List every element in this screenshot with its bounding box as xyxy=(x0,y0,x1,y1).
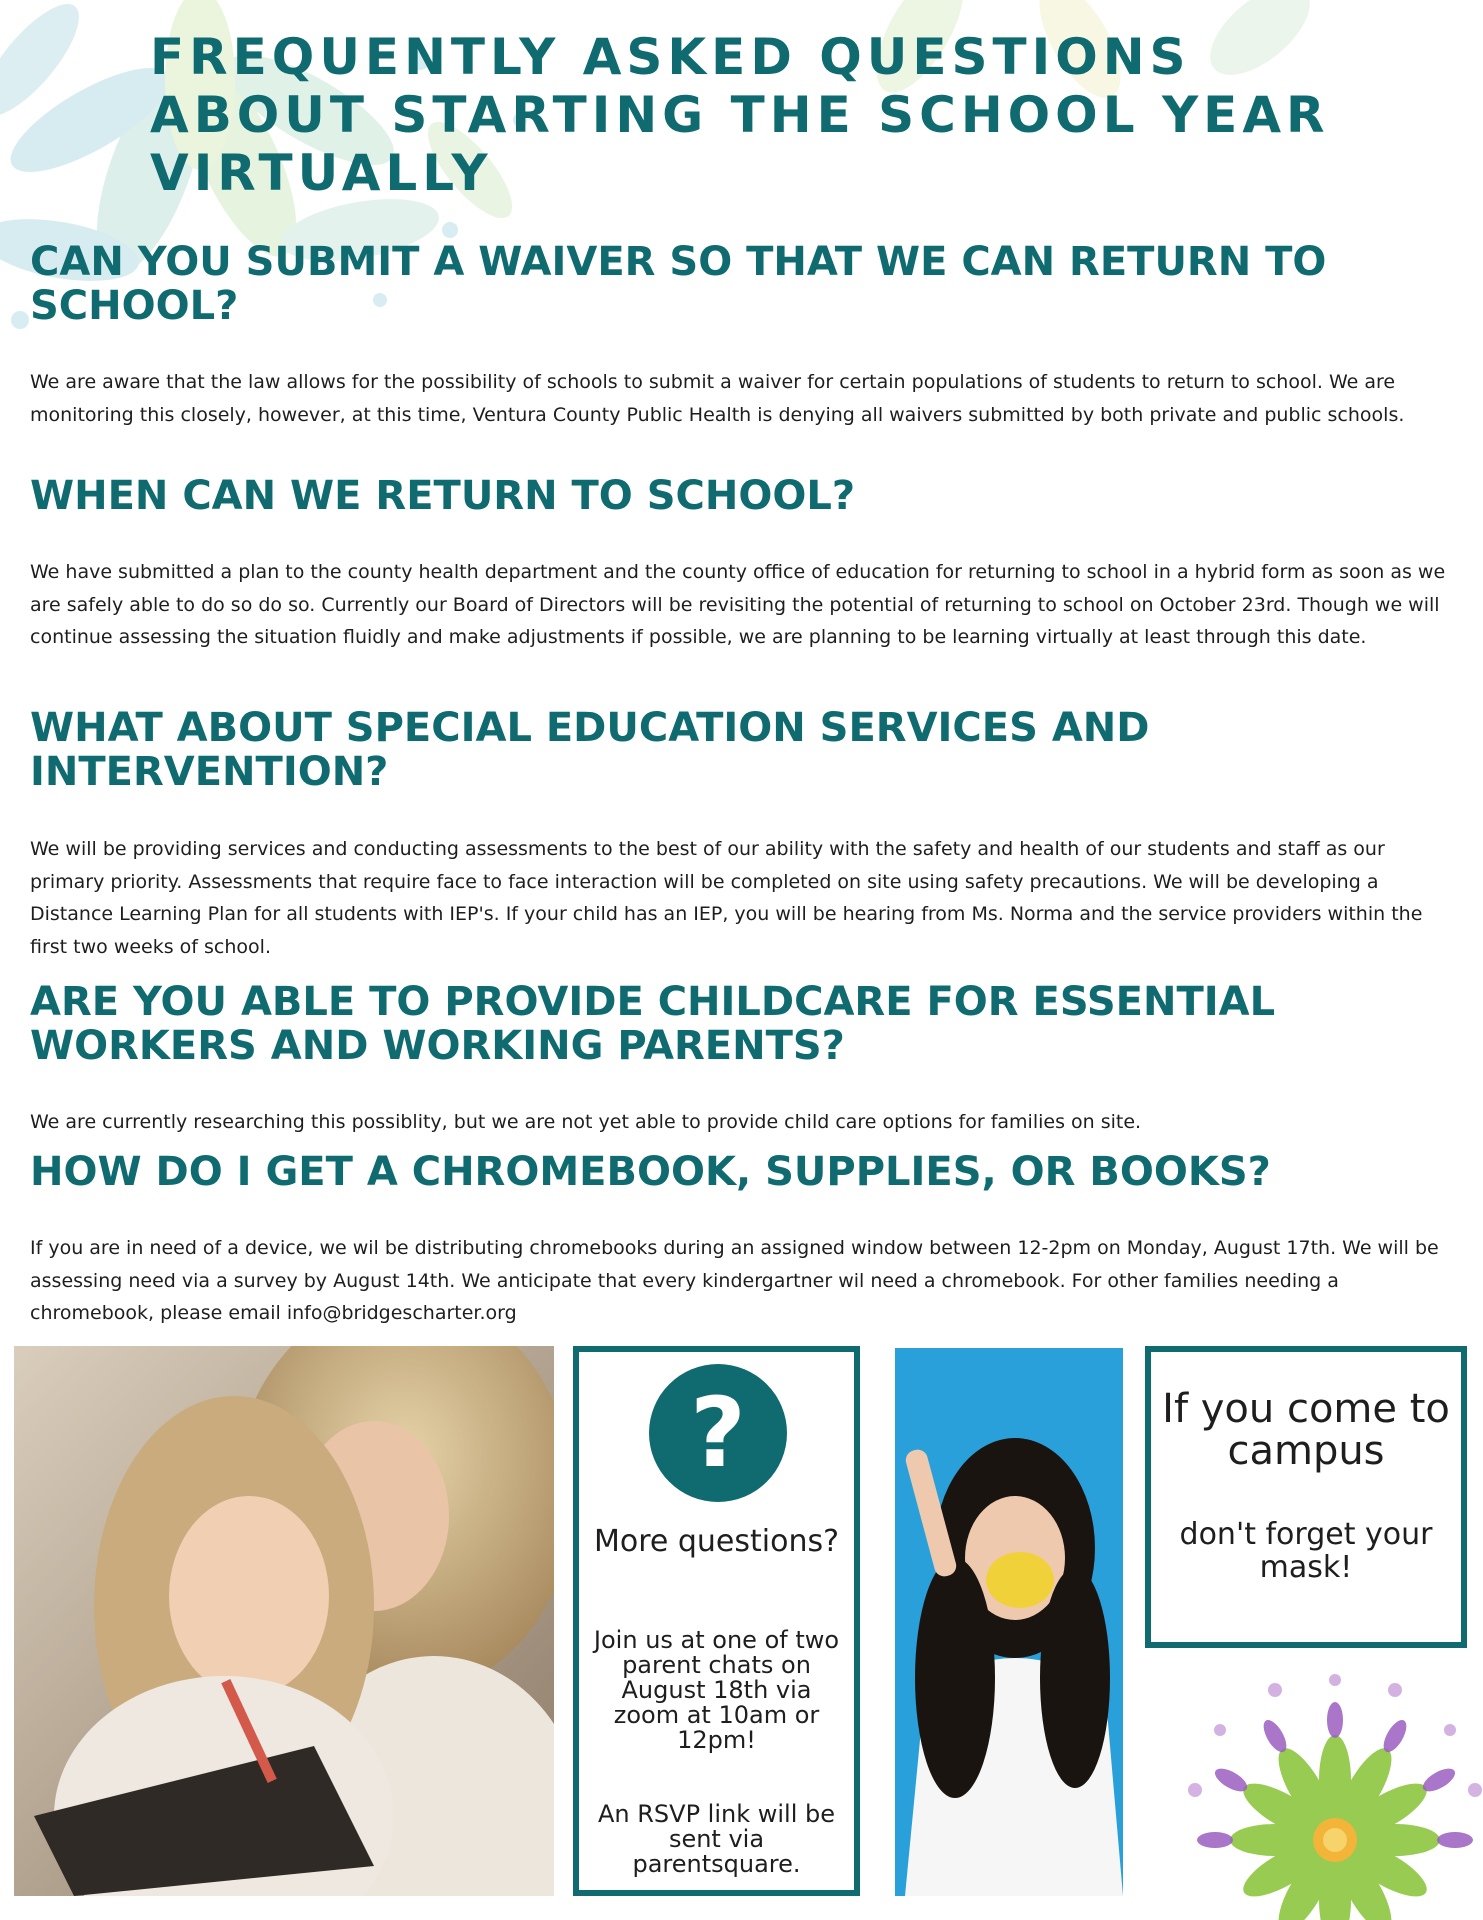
faq-answer-special-education: We will be providing services and conducting assessments to the best of our ability with the safety and health of our students and staff as our primary priority. Assessments that require face to face interaction will be completed on site using safety precautions. We will be developing a Distance Learning Plan for all students with IEP's. If your child has an IEP, you will be hearing from Ms. Norma and the service providers within the first two weeks of school. xyxy=(30,838,1423,958)
faq-question-special-education: WHAT ABOUT SPECIAL EDUCATION SERVICES AND INTERVENTION? xyxy=(30,705,1150,795)
faq-question-childcare: ARE YOU ABLE TO PROVIDE CHILDCARE FOR ESSENTIAL WORKERS AND WORKING PARENTS? xyxy=(30,979,1276,1069)
question-mark-icon: ? xyxy=(649,1364,787,1502)
faq-answer-childcare: We are currently researching this possiblity, but we are not yet able to provide child care options for families on site. xyxy=(30,1111,1142,1133)
page-title: FREQUENTLY ASKED QUESTIONS ABOUT STARTING THE SCHOOL YEAR VIRTUALLY xyxy=(150,28,1330,202)
flower-mandala-decoration xyxy=(1170,1610,1483,1920)
mask-reminder-text: don't forget your mask! xyxy=(1179,1517,1433,1585)
photo-woman-with-mask xyxy=(895,1348,1123,1896)
campus-mask-box xyxy=(1145,1346,1467,1648)
faq-question-waiver: CAN YOU SUBMIT A WAIVER SO THAT WE CAN RETURN TO SCHOOL? xyxy=(30,239,1327,329)
faq-question-chromebook: HOW DO I GET A CHROMEBOOK, SUPPLIES, OR BOOKS? xyxy=(30,1149,1271,1195)
faq-question-return: WHEN CAN WE RETURN TO SCHOOL? xyxy=(30,473,856,519)
faq-answer-waiver: We are aware that the law allows for the possibility of schools to submit a waiver for certain populations of students to return to school. We are monitoring this closely, however, at this time, Ventura County Public Health is denying all waivers submitted by both private and public schools. xyxy=(30,371,1405,426)
parent-chats-text: Join us at one of two parent chats on August 18th via zoom at 10am or 12pm! xyxy=(593,1626,840,1754)
photo-mother-and-child xyxy=(14,1346,554,1896)
more-questions-box xyxy=(573,1346,860,1896)
faq-answer-return: We have submitted a plan to the county health department and the county office of education for returning to school in a hybrid form as soon as we are safely able to do so do so. Currently our Board of Directors will be revisiting the potential of returning to school on October 23rd. Though we will continue assessing the situation fluidly and make adjustments if possible, we are planning to be learning virtually at least through this date. xyxy=(30,561,1446,648)
more-questions-heading: More questions? xyxy=(593,1524,840,1559)
faq-answer-chromebook: If you are in need of a device, we wil be distributing chromebooks during an assigned window between 12-2pm on Monday, August 17th. We will be assessing need via a survey by August 14th. We anticipate that every kindergartner wil need a chromebook. For other families needing a chromebook, please email info@bridgescharter.org xyxy=(30,1237,1439,1324)
rsvp-text: An RSVP link will be sent via parentsquare. xyxy=(597,1800,836,1878)
campus-heading: If you come to campus xyxy=(1162,1386,1450,1474)
